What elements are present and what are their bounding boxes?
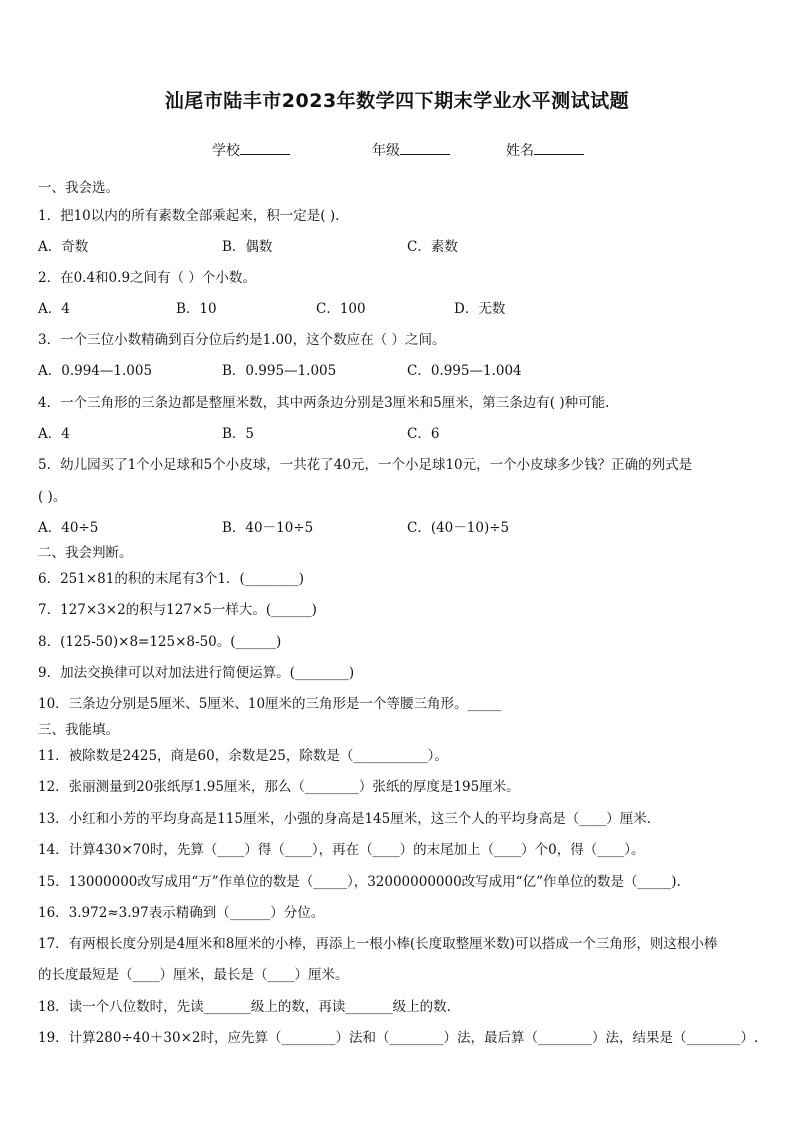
school-label: 学校 [212,143,240,159]
grade-label: 年级 [372,143,400,159]
school-blank[interactable] [240,140,290,155]
question-15: 15．13000000改写成用“万”作单位的数是（_____），32000000000改写成用“亿”作单位的数是（_____). [38,874,681,890]
section-heading-1: 一、我会选。 [38,180,119,196]
q3-option-c: C．0.995—1.004 [407,363,522,379]
question-2: 2．在0.4和0.9之间有（ ）个小数。 [38,270,256,286]
question-10: 10．三条边分别是5厘米、5厘米、10厘米的三角形是一个等腰三角形。_____ [38,696,502,712]
question-6: 6．251×81的积的末尾有3个1．(________) [38,571,305,587]
q4-option-a: A．4 [38,426,70,442]
question-19: 19．计算280÷40＋30×2时，应先算（________）法和（________）法，最后算（________）法，结果是（________）. [38,1030,759,1046]
section-heading-2: 二、我会判断。 [38,545,133,561]
grade-field [372,140,450,160]
q3-option-b: B．0.995—1.005 [222,363,337,379]
question-5-line-2: ( )。 [38,489,67,505]
question-18: 18．读一个八位数时，先读_______级上的数，再读_______级上的数. [38,999,451,1015]
q1-option-c: C．素数 [407,239,458,255]
grade-blank[interactable] [400,140,450,155]
q2-option-a: A．4 [38,301,70,317]
q5-option-b: B．40－10÷5 [222,520,314,536]
name-field [506,140,584,160]
question-14: 14．计算430×70时，先算（____）得（____），再在（____）的末尾加上（____）个0，得（____）。 [38,842,645,858]
q2-option-c: C．100 [316,301,366,317]
q4-option-c: C．6 [407,426,440,442]
school-field [212,140,290,160]
q1-option-b: B．偶数 [222,239,273,255]
q1-option-a: A．奇数 [38,239,89,255]
question-17-line-2: 的长度最短是（____）厘米，最长是（____）厘米。 [38,967,349,983]
name-label: 姓名 [506,143,534,159]
q2-option-b: B．10 [176,301,217,317]
section-heading-3: 三、我能填。 [38,722,119,738]
question-1: 1．把10以内的所有素数全部乘起来，积一定是( ). [38,208,340,224]
q4-option-b: B．5 [222,426,255,442]
question-12: 12．张丽测量到20张纸厚1.95厘米，那么（________）张纸的厚度是195厘米。 [38,779,520,795]
question-9: 9．加法交换律可以对加法进行简便运算。(________) [38,665,355,681]
question-13: 13．小红和小芳的平均身高是115厘米，小强的身高是145厘米，这三个人的平均身高是（____）厘米. [38,811,652,827]
question-3: 3．一个三位小数精确到百分位后约是1.00，这个数应在（ ）之间。 [38,332,446,348]
name-blank[interactable] [534,140,584,155]
question-17-line-1: 17．有两根长度分别是4厘米和8厘米的小棒，再添上一根小棒(长度取整厘米数)可以搭成一个三角形，则这根小棒 [38,936,718,952]
q2-option-d: D．无数 [454,301,506,317]
q5-option-a: A．40÷5 [38,520,99,536]
q3-option-a: A．0.994—1.005 [38,363,153,379]
question-4: 4．一个三角形的三条边都是整厘米数，其中两条边分别是3厘米和5厘米，第三条边有( )种可能. [38,395,610,411]
question-7: 7．127×3×2的积与127×5一样大。(______) [38,602,317,618]
question-11: 11．被除数是2425，商是60，余数是25，除数是（___________）。 [38,748,448,764]
question-16: 16．3.972≈3.97表示精确到（______）分位。 [38,905,325,921]
question-8: 8．(125-50)×8=125×8-50。(______) [38,634,282,650]
question-5-line-1: 5．幼儿园买了1个小足球和5个小皮球，一共花了40元，一个小足球10元，一个小皮球多少钱？正确的列式是 [38,457,693,473]
page-title: 汕尾市陆丰市2023年数学四下期末学业水平测试试题 [164,90,630,112]
q5-option-c: C．(40－10)÷5 [407,520,510,536]
